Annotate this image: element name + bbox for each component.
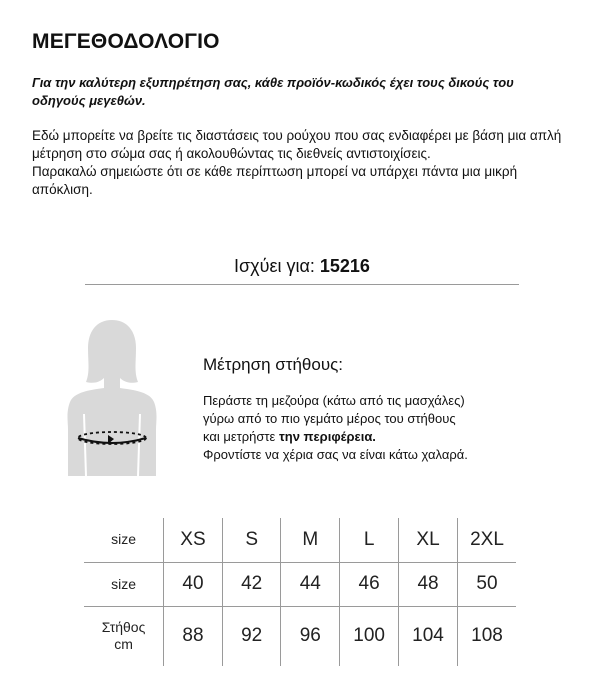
- table-cell: XS: [164, 518, 223, 562]
- applies-label: Ισχύει για:: [234, 256, 320, 276]
- row-label: size: [84, 518, 164, 562]
- applies-to: [85, 256, 519, 277]
- measurement-instructions: [203, 392, 543, 464]
- table-row: [84, 562, 516, 606]
- intro-paragraph-2: Παρακαλώ σημειώστε ότι σε κάθε περίπτωση μπορεί να υπάρχει πάντα μια μικρή απόκλιση.: [32, 164, 518, 197]
- table-cell: 104: [399, 606, 458, 666]
- applies-divider: [85, 284, 519, 285]
- table-cell: 42: [222, 562, 281, 606]
- intro-paragraph-1: Εδώ μπορείτε να βρείτε τις διαστάσεις του ρούχου που σας ενδιαφέρει με βάση μια απλή μέτρηση στο σώμα σας ή ακολουθώντας τις διεθνείς αντιστοιχίσεις.: [32, 128, 562, 161]
- table-cell: 96: [281, 606, 340, 666]
- page-title: ΜΕΓΕΘΟΔΟΛΟΓΙΟ: [32, 30, 220, 53]
- table-cell: L: [340, 518, 399, 562]
- measurement-line-3-prefix: και μετρήστε: [203, 429, 279, 444]
- table-cell: S: [222, 518, 281, 562]
- table-cell: 44: [281, 562, 340, 606]
- row-label-line-1: Στήθος: [101, 619, 146, 636]
- intro-text: [32, 127, 562, 199]
- table-cell: 88: [164, 606, 223, 666]
- measurement-line-2: γύρω από το πιο γεμάτο μέρος του στήθους: [203, 411, 456, 426]
- table-cell: 50: [457, 562, 516, 606]
- row-label: size: [84, 562, 164, 606]
- table-cell: 108: [457, 606, 516, 666]
- silhouette-torso: [68, 388, 157, 476]
- female-bust-silhouette-icon: [60, 318, 164, 478]
- table-cell: 100: [340, 606, 399, 666]
- row-label: [84, 606, 164, 666]
- table-cell: 48: [399, 562, 458, 606]
- measurement-line-4: Φροντίστε να χέρια σας να είναι κάτω χαλαρά.: [203, 447, 468, 462]
- measurement-line-3: [203, 428, 543, 446]
- table-cell: XL: [399, 518, 458, 562]
- measurement-title: Μέτρηση στήθους:: [203, 355, 344, 374]
- table-cell: M: [281, 518, 340, 562]
- measurement-line-1: Περάστε τη μεζούρα (κάτω από τις μασχάλες): [203, 393, 465, 408]
- table-row: [84, 606, 516, 666]
- table-cell: 2XL: [457, 518, 516, 562]
- product-code: 15216: [319, 256, 370, 276]
- table-cell: 92: [222, 606, 281, 666]
- size-table: [84, 518, 516, 666]
- table-cell: 40: [164, 562, 223, 606]
- silhouette-neck: [104, 376, 120, 390]
- row-label-line-2: cm: [114, 636, 133, 653]
- measurement-line-3-bold: την περιφέρεια.: [278, 429, 376, 444]
- table-row: [84, 518, 516, 562]
- table-cell: 46: [340, 562, 399, 606]
- intro-bold-text: Για την καλύτερη εξυπηρέτηση σας, κάθε προϊόν-κωδικός έχει τους δικούς του οδηγούς μεγεθών.: [32, 75, 514, 108]
